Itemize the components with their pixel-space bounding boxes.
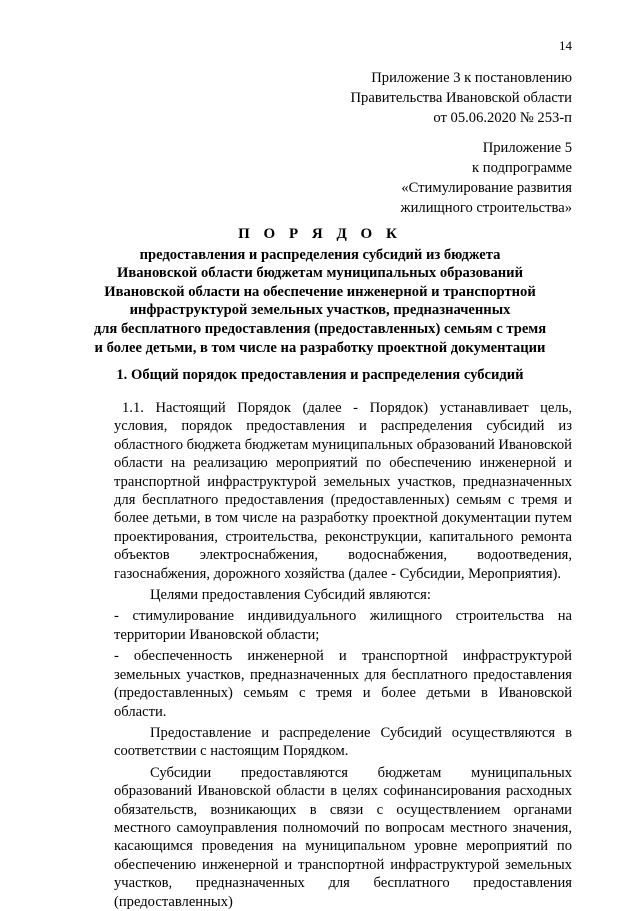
- appendix-3-block: [351, 68, 572, 128]
- title-line: инфраструктурой земельных участков, предназначенных: [129, 302, 511, 319]
- section-1-body: [114, 399, 572, 911]
- paragraph-goal-1: - стимулирование индивидуального жилищного строительства на территории Ивановской области;: [114, 608, 572, 643]
- paragraph-goal-2: - обеспеченность инженерной и транспортной инфраструктурой земельных участков, предназначенных для бесплатного предоставления (предоставленных) семьям с тремя и более детьми в Ивановской области.: [114, 648, 572, 720]
- appendix-5-line-3: «Стимулирование развития: [401, 180, 572, 196]
- paragraph-1-1: 1.1. Настоящий Порядок (далее - Порядок) устанавливает цель, условия, порядок предоставления и распределения субсидий из областного бюджета бюджетам муниципальных образований Ивановской области на реализацию мероприятий по обеспечению инженерной и транспортной инфраструктурой земельных участков, предназначенных для бесплатного предоставления (предоставленных) семьям с тремя и более детьми, в том числе на разработку проектной документации путем проектирования, строительства, реконструкции, капитального ремонта объектов электроснабжения, водоснабжения, водоотведения, газоснабжения, дорожного хозяйства (далее - Субсидии, Мероприятия).: [114, 400, 572, 582]
- page-number: 14: [559, 38, 572, 53]
- section-1-heading: 1. Общий порядок предоставления и распределения субсидий: [116, 367, 524, 383]
- title-line: предоставления и распределения субсидий из бюджета: [139, 246, 501, 263]
- document-title: [68, 225, 572, 357]
- title-heading: П О Р Я Д О К: [238, 226, 402, 242]
- title-line: для бесплатного предоставления (предоставленных) семьям с тремя: [93, 320, 547, 337]
- title-line: и более детьми, в том числе на разработку проектной документации: [94, 339, 546, 356]
- paragraph-goals-intro: Целями предоставления Субсидий являются:: [150, 587, 431, 604]
- appendix-5-line-4: жилищного строительства»: [400, 200, 572, 216]
- title-line: Ивановской области на обеспечение инженерной и транспортной: [104, 283, 536, 300]
- appendix-3-line-3: от 05.06.2020 № 253-п: [433, 110, 572, 126]
- appendix-3-line-1: Приложение 3 к постановлению: [371, 70, 572, 86]
- paragraph-provision: Предоставление и распределение Субсидий осуществляются в соответствии с настоящим Порядком.: [114, 724, 572, 760]
- title-subtitle: [68, 246, 572, 358]
- appendix-3-line-2: Правительства Ивановской области: [350, 90, 572, 106]
- appendix-5-line-1: Приложение 5: [482, 140, 572, 156]
- appendix-5-block: [401, 138, 572, 218]
- appendix-5-line-2: к подпрограмме: [472, 160, 572, 176]
- paragraph-subsidies: Субсидии предоставляются бюджетам муниципальных образований Ивановской области в целях софинансирования расходных обязательств, возникающих в связи с осуществлением органами местного самоуправления полномочий по вопросам местного значения, касающимся проведения на муниципальном уровне мероприятий по обеспечению инженерной и транспортной инфраструктурой земельных участков, предназначенных для бесплатного предоставления (предоставленных): [114, 764, 572, 910]
- title-line: Ивановской области бюджетам муниципальных образований: [117, 265, 523, 282]
